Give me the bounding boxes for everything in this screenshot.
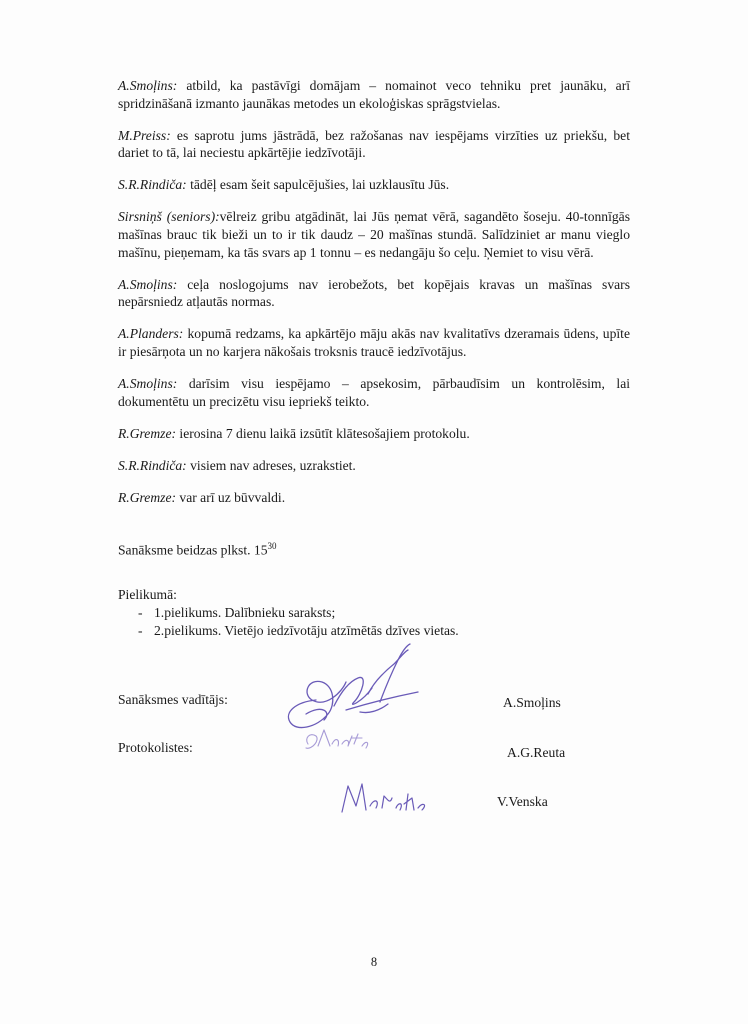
statement-text: vēlreiz gribu atgādināt, lai Jūs ņemat vērā, sagandēto šoseju. 40-tonnīgās mašīnas brauc tik bieži un to ir tik daudz – 20 mašīnas stundā. Salīdziniet ar manu vieglo mašīnu, pieņemam, ka tās svars ap 1 tonnu – es nedangāju šo ceļu. Ņemiet to visu vērā. [118, 209, 630, 260]
list-bullet: - [138, 622, 143, 638]
statement-text: kopumā redzams, ka apkārtējo māju akās nav kvalitatīvs dzeramais ūdens, upīte ir piesārņota un no karjera nākošais troksnis traucē iedzīvotājus. [118, 326, 630, 360]
recorder-1-signature-image [300, 722, 374, 756]
statement-text: visiem nav adreses, uzrakstiet. [186, 457, 356, 473]
minutes-body [118, 77, 630, 521]
speaker-name: Sirsniņš (seniors): [118, 209, 220, 225]
speaker-name: S.R.Rindiča: [118, 177, 187, 193]
speaker-name: A.Smoļins: [118, 78, 178, 93]
speaker-name: R.Gremze: [118, 425, 177, 441]
minutes-paragraph [118, 375, 630, 410]
speaker-name: M.Preiss: [118, 127, 171, 143]
statement-text: ierosina 7 dienu laikā izsūtīt klātesošajiem protokolu. [176, 425, 470, 441]
recorder-1-name: A.G.Reuta [507, 745, 566, 760]
chair-role-label: Sanāksmes vadītājs: [118, 692, 228, 707]
attachment-text: 1.pielikums. Dalībnieku saraksts; [154, 605, 336, 620]
attachment-text: 2.pielikums. Vietējo iedzīvotāju atzīmētās dzīves vietas. [154, 622, 459, 638]
minutes-paragraph [118, 457, 630, 475]
statement-text: ceļa noslogojums nav ierobežots, bet kopējais kravas un mašīnas svars nepārsniedz atļautās normas. [118, 276, 630, 310]
speaker-name: R.Gremze: [118, 490, 177, 505]
minutes-paragraph [118, 127, 630, 162]
minutes-paragraph [118, 208, 630, 261]
speaker-name: S.R.Rindiča: [118, 457, 187, 473]
list-bullet: - [138, 605, 143, 620]
meeting-end-line [118, 541, 277, 559]
recorder-2-signature-image [338, 778, 430, 820]
minutes-paragraph [118, 77, 630, 112]
speaker-name: A.Smoļins: [118, 376, 178, 392]
minutes-paragraph [118, 325, 630, 360]
speaker-name: A.Planders: [118, 326, 184, 342]
recorder-2-name: V.Venska [497, 794, 548, 809]
statement-text: atbild, ka pastāvīgi domājam – nomainot veco tehniku pret jaunāku, arī spridzināšanā izmanto jaunākas metodes un ekoloģiskas sprāgstvielas. [118, 78, 630, 111]
statement-text: tādēļ esam šeit sapulcējušies, lai uzklausītu Jūs. [186, 177, 450, 193]
speaker-name: A.Smoļins: [118, 276, 178, 292]
attachments-list [138, 604, 459, 639]
meeting-end-text: Sanāksme beidzas plkst. 15 [118, 542, 268, 558]
statement-text: darīsim visu iespējamo – apsekosim, pārbaudīsim un kontrolēsim, lai dokumentētu un precizētu visu iepriekš teikto. [118, 376, 630, 409]
statement-text: var arī uz būvvaldi. [176, 490, 286, 505]
minutes-paragraph [118, 276, 630, 311]
minutes-paragraph [118, 489, 630, 507]
statement-text: es saprotu jums jāstrādā, bez ražošanas nav iespējams virzīties uz priekšu, bet dariet to tā, lai neciestu apkārtējie iedzīvotāji. [118, 127, 630, 161]
meeting-end-minutes: 30 [267, 541, 277, 551]
attachment-item [138, 622, 459, 640]
chair-name: A.Smoļins [503, 695, 561, 710]
recorders-role-label: Protokolistes: [118, 740, 193, 755]
minutes-paragraph [118, 176, 630, 194]
minutes-paragraph [118, 425, 630, 443]
attachment-item [138, 604, 459, 622]
attachments-title: Pielikumā: [118, 587, 177, 602]
page-number: 8 [370, 955, 378, 969]
